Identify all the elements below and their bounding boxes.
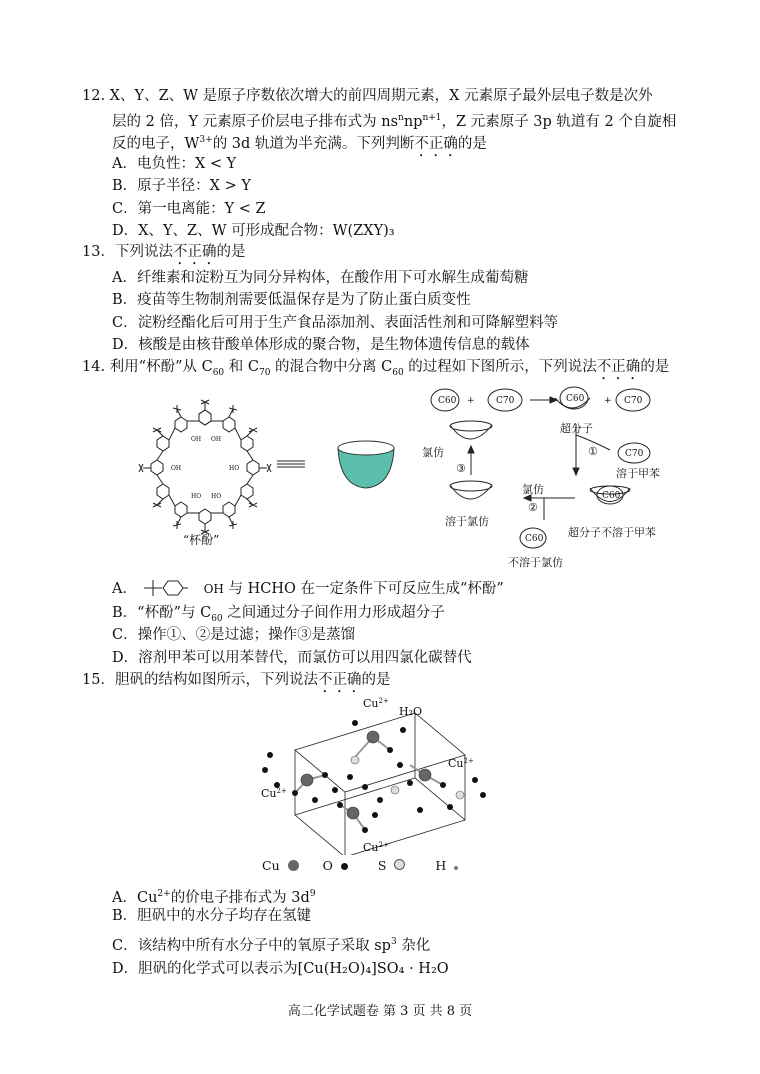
svg-text:②: ②	[528, 501, 538, 514]
q12-line2: 层的 2 倍，Y 元素原子价层电子排布式为 $ns^nnp^{n+1}$，Z 元素原子 3p 轨道有 2 个自旋相	[112, 113, 677, 130]
oxygen-atom-icon	[341, 863, 348, 870]
svg-text:溶于甲苯: 溶于甲苯	[616, 467, 660, 480]
q15-stem: 15．胆矾的结构如图所示，下列说法不正确的是	[82, 672, 391, 688]
separation-scheme	[420, 380, 690, 575]
equivalence-sign	[275, 458, 307, 470]
calixarene-figure	[135, 398, 275, 550]
svg-text:Cu2+: $Cu^{2+}$	[448, 757, 474, 770]
svg-text:氯仿: 氯仿	[422, 446, 444, 459]
svg-text:C70: C70	[624, 396, 643, 406]
svg-text:+: +	[604, 396, 612, 406]
sulfur-atom-icon	[394, 859, 405, 870]
svg-text:HO: HO	[191, 493, 202, 500]
structure-legend: Cu O S H	[262, 858, 458, 873]
q13-option-d: D．核酸是由核苷酸单体形成的聚合物，是生物体遗传信息的载体	[112, 337, 530, 353]
q14-option-a: A． OH 与 HCHO 在一定条件下可反应生成“杯酚”	[112, 581, 504, 597]
svg-text:①: ①	[588, 445, 598, 458]
q12-line1: 12. X、Y、Z、W 是原子序数依次增大的前四周期元素，X 元素原子最外层电子数是次外	[82, 88, 653, 104]
svg-text:Cu2+: $Cu^{2+}$	[261, 787, 287, 800]
q15-option-a: A．$Cu^{2+}$的价电子排布式为 $3d^9$	[112, 889, 316, 906]
svg-text:不溶于氯仿: 不溶于氯仿	[508, 556, 563, 569]
copper-atom-icon	[288, 860, 299, 871]
q13-option-a: A．纤维素和淀粉互为同分异构体，在酸作用下可水解生成葡萄糖	[112, 270, 529, 286]
svg-text:氯仿: 氯仿	[522, 483, 544, 496]
svg-text:溶于氯仿: 溶于氯仿	[445, 515, 489, 528]
svg-text:HO: HO	[229, 465, 240, 472]
q13-stem: 13．下列说法不正确的是	[82, 244, 246, 260]
q12-option-a: A．电负性：X < Y	[112, 156, 237, 172]
q12-line3: 反的电子，$W^{3+}$的 3d 轨道为半充满。下列判断不正确的是	[112, 135, 487, 152]
q15-option-c: C．该结构中所有水分子中的氧原子采取 $sp^3$ 杂化	[112, 937, 431, 954]
q15-option-d: D．胆矾的化学式可以表示为[Cu(H₂O)₄]SO₄ · H₂O	[112, 961, 449, 977]
hydrogen-atom-icon	[454, 866, 458, 870]
q15-option-b: B．胆矾中的水分子均存在氢键	[112, 908, 312, 924]
svg-text:H₂O: H₂O	[399, 705, 423, 718]
svg-text:C60: C60	[566, 394, 585, 404]
bowl-figure	[334, 436, 398, 492]
svg-text:C60: C60	[438, 396, 457, 406]
page-footer: 高二化学试题卷 第 3 页 共 8 页	[287, 1004, 473, 1019]
q14-stem: 14. 利用“杯酚”从 $C_{60}$ 和 $C_{70}$ 的混合物中分离 $C_{60}$ 的过程如下图所示，下列说法不正确的是	[82, 359, 670, 378]
q13-option-b: B．疫苗等生物制剂需要低温保存是为了防止蛋白质变性	[112, 292, 471, 308]
svg-text:OH: OH	[211, 436, 222, 443]
svg-text:超分子: 超分子	[560, 422, 593, 435]
svg-text:C60: C60	[525, 534, 544, 544]
svg-text:C60: C60	[602, 491, 621, 501]
svg-text:C70: C70	[625, 449, 644, 459]
svg-text:+: +	[467, 396, 475, 406]
svg-text:Cu2+: $Cu^{2+}$	[363, 697, 389, 710]
q12-option-d: D．X、Y、Z、W 可形成配合物：W(ZXY)₃	[112, 223, 395, 239]
q13-option-c: C．淀粉经酯化后可用于生产食品添加剂、表面活性剂和可降解塑料等	[112, 315, 559, 331]
svg-text:HO: HO	[211, 493, 222, 500]
svg-text:Cu2+: $Cu^{2+}$	[363, 841, 389, 854]
q14-option-b: B．“杯酚”与 $C_{60}$ 之间通过分子间作用力形成超分子	[112, 605, 445, 624]
q12-option-b: B．原子半径：X > Y	[112, 178, 251, 194]
svg-text:C70: C70	[496, 396, 515, 406]
svg-text:超分子不溶于甲苯: 超分子不溶于甲苯	[568, 526, 656, 539]
copper-sulfate-structure	[255, 695, 505, 855]
tert-butylphenol-structure	[142, 579, 204, 597]
svg-text:OH: OH	[191, 436, 202, 443]
calixarene-label: “杯酚”	[183, 533, 220, 547]
svg-text:OH: OH	[171, 465, 182, 472]
q14-option-d: D．溶剂甲苯可以用苯替代，而氯仿可以用四氯化碳替代	[112, 650, 472, 666]
q14-option-c: C．操作①、②是过滤；操作③是蒸馏	[112, 627, 356, 643]
svg-text:③: ③	[456, 462, 466, 475]
q12-option-c: C．第一电离能：Y < Z	[112, 201, 266, 217]
